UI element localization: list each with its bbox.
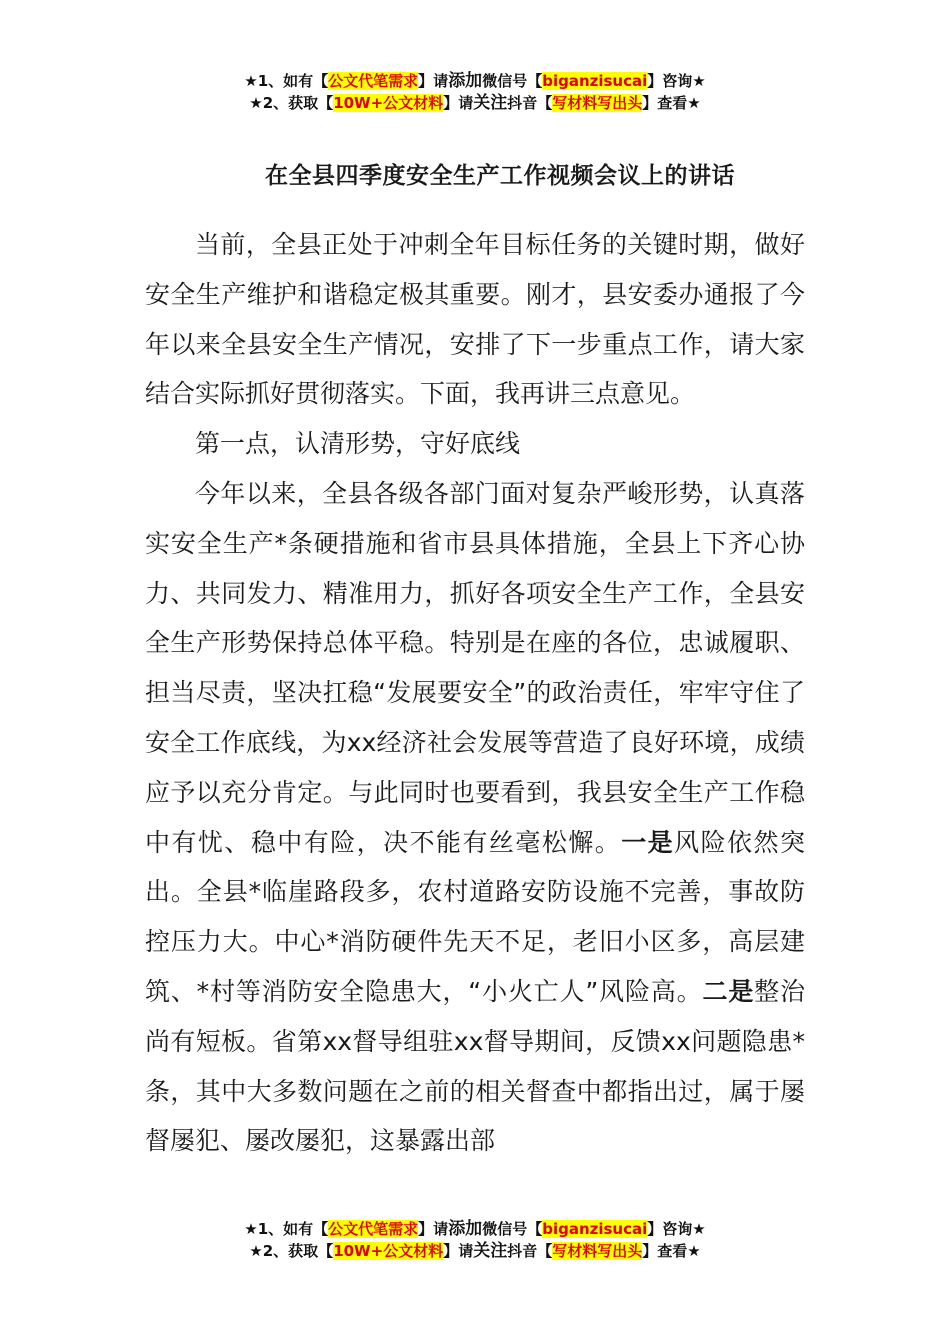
highlight-text: biganzisucai [542,72,648,90]
highlight-text: 公文代笔需求 [328,72,419,90]
banner-line-2: ★2、获取【10W+公文材料】请关注抖音【写材料写出头】查看★ [249,93,701,113]
highlight-text: 10W+公文材料 [333,94,444,112]
banner-line-2: ★2、获取【10W+公文材料】请关注抖音【写材料写出头】查看★ [249,1241,701,1261]
document-body [145,220,805,1166]
highlight-text: 写材料写出头 [552,94,643,112]
highlight-text: 公文代笔需求 [328,1220,419,1238]
section-heading: 第一点，认清形势，守好底线 [195,429,521,459]
footer-banner [0,1218,950,1262]
highlight-text: 10W+公文材料 [333,1242,444,1260]
paragraph: 今年以来，全县各级各部门面对复杂严峻形势，认真落实安全生产*条硬措施和省市县具体措施，全县上下齐心协力、共同发力、精准用力，抓好各项安全生产工作，全县安全生产形势保持总体平稳。特别是在座的各位，忠诚履职、担当尽责，坚决扛稳“发展要安全”的政治责任，牢牢守住了安全工作底线，为xx经济社会发展等营造了良好环境，成绩应予以充分肯定。与此同时也要看到，我县安全生产工作稳中有忧、稳中有险，决不能有丝毫松懈。一是风险依然突出。全县*临崖路段多，农村道路安防设施不完善，事故防控压力大。中心*消防硬件先天不足，老旧小区多，高层建筑、*村等消防安全隐患大，“小火亡人”风险高。二是整治尚有短板。省第xx督导组驻xx督导期间，反馈xx问题隐患*条，其中大多数问题在之前的相关督查中都指出过，属于屡督屡犯、屡改屡犯，这暴露出部 [145,478,805,1156]
highlight-text: biganzisucai [542,1220,648,1238]
banner-line-1: ★1、如有【公文代笔需求】请添加微信号【biganzisucai】咨询★ [244,71,706,91]
paragraph: 当前，全县正处于冲刺全年目标任务的关键时期，做好安全生产维护和谐稳定极其重要。刚才，县安委办通报了今年以来全县安全生产情况，安排了下一步重点工作，请大家结合实际抓好贯彻落实。下面，我再讲三点意见。 [145,230,805,409]
banner-line-1: ★1、如有【公文代笔需求】请添加微信号【biganzisucai】咨询★ [244,1219,706,1239]
header-banner [0,70,950,114]
document-title: 在全县四季度安全生产工作视频会议上的讲话 [265,163,735,189]
highlight-text: 写材料写出头 [552,1242,643,1260]
